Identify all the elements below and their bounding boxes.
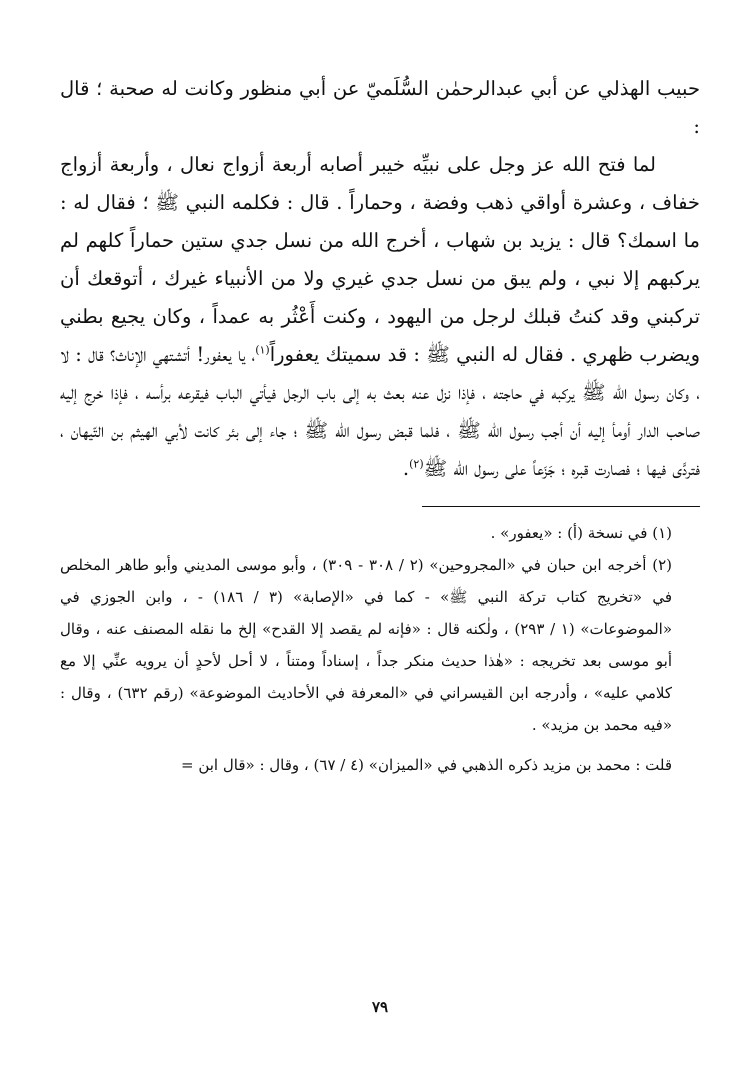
intro-paragraph: حبيب الهذلي عن أبي عبدالرحمٰن السُّلَميّ عن أبي منظور وكانت له صحبة ؛ قال : [60, 77, 700, 138]
footnote-1: (١) في نسخة (أ) : «يعفور» . [490, 524, 672, 542]
footnote-ref-2[interactable]: (٢) [409, 457, 424, 471]
hadith-paragraph [60, 146, 700, 488]
page-number: ٧٩ [371, 998, 389, 1016]
footnote-ref-1[interactable]: (١) [255, 343, 270, 357]
footnote-separator [422, 506, 700, 507]
footnotes [60, 517, 700, 781]
footnote-comment: قلت : محمد بن مزيد ذكره الذهبي في «الميزان» (٤ / ٦٧) ، وقال : «قال ابن = [181, 756, 672, 774]
hadith-text-part-2: ، يا يعفور! أتشتهي الإناث؟ قال : لا ، وكان رسول الله ﷺ يركبه في حاجته ، فإذا نزل عنه بعث به إلى باب الرجل فيأتي الباب فيقرعه برأسه ، فإذا خرج إليه صاحب الدار أومأ إليه أن أجب رسول الله ﷺ ، فلما قبض رسول الله ﷺ ؛ جاء إلى بئر كانت لأبي الهيثم بن التّيهان ، فتردَّى فيها ؛ فصارت قبره ؛ جَزَعاً على رسول الله ﷺ [60, 343, 700, 480]
footnote-2: (٢) أخرجه ابن حبان في «المجروحين» (٢ / ٣٠٨ - ٣٠٩) ، وأبو موسى المديني وأبو طاهر المخلص في «تخريج كتاب تركة النبي ﷺ» - كما في «الإصابة» (٣ / ١٨٦) - ، وابن الجوزي في «الموضوعات» (١ / ٢٩٣) ، ولٰكنه قال : «فإنه لم يقصد إلا القدح» إلخ ما نقله المصنف عنه ، وقال أبو موسى بعد تخريجه : «هٰذا حديث منكر جداً ، إسناداً ومتناً ، لا أحل لأحدٍ أن يرويه عنِّي إلا مع كلامي عليه» ، وأدرجه ابن القيسراني في «المعرفة في الأحاديث الموضوعة» (رقم ٦٣٢) ، وقال : «فيه محمد بن مزيد» . [60, 556, 673, 734]
hadith-text-end: . [402, 457, 410, 480]
hadith-text-part-1: لما فتح الله عز وجل على نبيِّه خيبر أصابه أربعة أزواج نعال ، وأربعة أزواج خفاف ، وعشرة أواقي ذهب وفضة ، وحماراً . قال : فكلمه النبي ﷺ ؛ فقال له : ما اسمك؟ قال : يزيد بن شهاب ، أخرج الله من نسل جدي ستين حماراً كلهم لم يركبهم إلا نبي ، ولم يبق من نسل جدي غيري ولا من الأنبياء غيرك ، أتوقعك أن تركبني وقد كنتُ قبلك لرجل من اليهود ، وكنت أَعْثُر به عمداً ، وكان يجيع بطني ويضرب ظهري . فقال له النبي ﷺ : قد سميتك يعفوراً [60, 153, 700, 366]
book-page [60, 70, 700, 1070]
main-text [60, 70, 700, 488]
